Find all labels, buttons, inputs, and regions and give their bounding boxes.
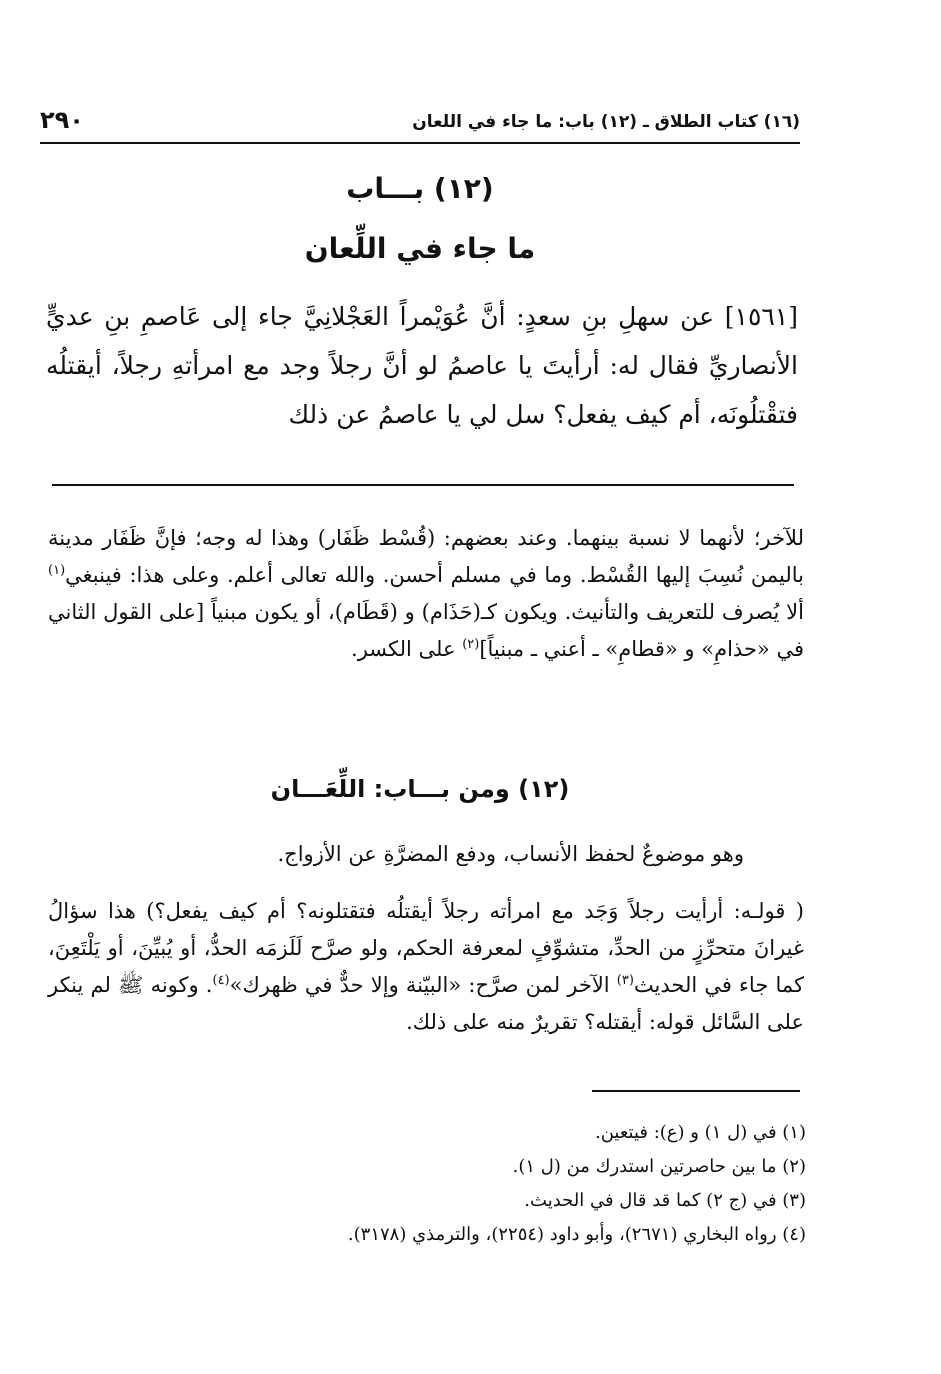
chapter-number-title: (١٢) بـــاب xyxy=(346,172,494,205)
commentary-text: على الكسر. xyxy=(351,637,463,661)
footnotes xyxy=(200,1116,806,1252)
commentary-text: ألا يُصرف للتعريف والتأنيث. ويكون كـ(حَذَام) و (قَطَام)، أو يكون مبنياً [على القول الثاني في «حذامِ» و «قطامِ» ـ أعني ـ مبنياً] xyxy=(48,600,804,661)
commentary-paragraph-1 xyxy=(48,520,804,668)
page-header xyxy=(40,102,800,144)
commentary-text: ( قولـه: أرأيت رجلاً وَجَد مع امرأته رجلاً أيقتلُه فتقتلونه؟ أم كيف يفعل؟) هذا سؤالُ غيرانَ متحرِّزٍ من الحدِّ، متشوِّفٍ لمعرفة الحكم، ولو صرَّح لَلَزمَه الحدُّ، أو يُبيِّنَ، أو يَلْتَعِنَ، كما جاء في الحديث xyxy=(48,899,805,997)
commentary-text: للآخر؛ لأنهما لا نسبة بينهما. وعند بعضهم: (قُسْط ظَفَار) وهذا له وجه؛ فإنَّ ظَفَار مدينة باليمن نُسِبَ إليها القُسْط. وما في مسلم أحسن. والله تعالى أعلم. وعلى هذا: فينبغي xyxy=(48,526,804,587)
intro-text: وهو موضوعٌ لحفظ الأنساب، ودفع المضرَّةِ عن الأزواج. xyxy=(277,842,744,866)
footnote-4: (٤) رواه البخاري (٢٦٧١)، وأبو داود (٢٢٥٤)، والترمذي (٣١٧٨). xyxy=(347,1224,806,1245)
section-heading: (١٢) ومن بـــاب: اللِّعَـــان xyxy=(270,775,570,803)
footnote-1: (١) في (ل ١) و (ع): فيتعين. xyxy=(594,1122,806,1143)
footnote-separator xyxy=(592,1090,800,1092)
footnote-ref-1: (١) xyxy=(48,563,66,578)
footnote-ref-4: (٤) xyxy=(212,973,230,988)
separator-line xyxy=(52,484,794,486)
commentary-paragraph-2 xyxy=(48,893,804,1041)
page-number: ٢٩٠ xyxy=(40,106,84,134)
footnote-ref-2: (٢) xyxy=(462,637,480,652)
hadith-text: [١٥٦١] عن سهلِ بنِ سعدٍ: أنَّ عُوَيْمراً العَجْلانِيَّ جاء إلى عَاصمِ بنِ عديٍّ الأنصاريِّ فقال له: أرأيتَ يا عاصمُ لو أنَّ رجلاً وجد مع امرأتهِ رجلاً، أيقتلُه فتقْتلُونَه، أم كيف يفعل؟ سل لي يا عاصمُ عن ذلك xyxy=(46,302,798,429)
running-title: (١٦) كتاب الطلاق ـ (١٢) باب: ما جاء في اللعان xyxy=(412,112,800,132)
chapter-subtitle: ما جاء في اللِّعان xyxy=(304,232,536,265)
commentary-intro xyxy=(48,836,804,873)
hadith-text-block xyxy=(46,292,798,439)
commentary-text: الآخر لمن صرَّح: «البيّنة وإلا حدٌّ في ظهرك» xyxy=(229,973,617,997)
commentary-text: . وكونه ﷺ لم ينكر على السَّائل قوله: أيقتله؟ تقريرٌ منه على ذلك. xyxy=(48,973,804,1034)
footnote-ref-3: (٣) xyxy=(616,973,634,988)
footnote-2: (٢) ما بين حاصرتين استدرك من (ل ١). xyxy=(512,1156,806,1177)
footnote-3: (٣) في (ج ٢) كما قد قال في الحديث. xyxy=(524,1190,806,1211)
